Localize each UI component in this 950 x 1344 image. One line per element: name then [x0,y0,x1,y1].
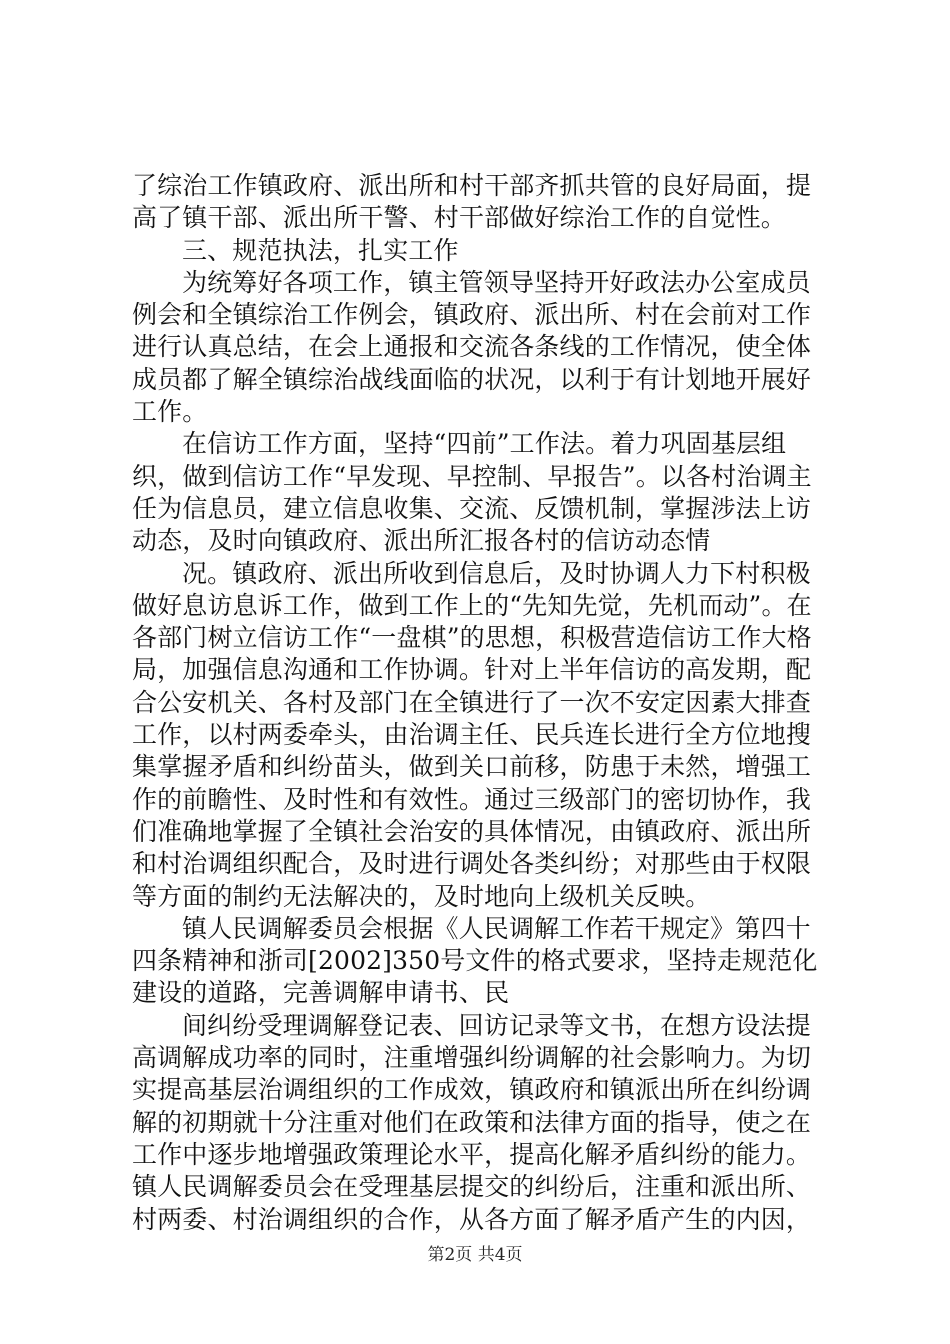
page-footer: 第2页 共4页 [427,1245,523,1265]
paragraph-mediation-documents: 间纠纷受理调解登记表、回访记录等文书，在想方设法提高调解成功率的同时，注重增强纠纷调解的社会影响力。为切实提高基层治调组织的工作成效，镇政府和镇派出所在纠纷调解的初期就十分注重对他们在政策和法律方面的指导，使之在工作中逐步地增强政策理论水平，提高化解矛盾纠纷的能力。镇人民调解委员会在受理基层提交的纠纷后，注重和派出所、村两委、村治调组织的合作，从各方面了解矛盾产生的内因， [132,1010,812,1234]
paragraph-petition-work: 在信访工作方面，坚持“四前”工作法。着力巩固基层组织，做到信访工作“早发现、早控制、早报告”。以各村治调主任为信息员，建立信息收集、交流、反馈机制，掌握涉法上访动态，及时向镇政府、派出所汇报各村的信访动态情 [132,429,812,556]
paragraph-continuation: 了综治工作镇政府、派出所和村干部齐抓共管的良好局面，提高了镇干部、派出所干警、村干部做好综治工作的自觉性。 [132,171,812,233]
paragraph-mediation-committee: 镇人民调解委员会根据《人民调解工作若干规定》第四十四条精神和浙司[2002]350号文件的格式要求，坚持走规范化建设的道路，完善调解申请书、民 [132,913,818,1008]
paragraph-meetings: 为统筹好各项工作，镇主管领导坚持开好政法办公室成员例会和全镇综治工作例会，镇政府、派出所、村在会前对工作进行认真总结，在会上通报和交流各条线的工作情况，使全体成员都了解全镇综治战线面临的状况，以利于有计划地开展好工作。 [132,267,812,427]
paragraph-petition-followup: 况。镇政府、派出所收到信息后，及时协调人力下村积极做好息访息诉工作，做到工作上的“先知先觉，先机而动”。在各部门树立信访工作“一盘棋”的思想，积极营造信访工作大格局，加强信息沟通和工作协调。针对上半年信访的高发期，配合公安机关、各村及部门在全镇进行了一次不安定因素大排查工作，以村两委牵头，由治调主任、民兵连长进行全方位地搜集掌握矛盾和纠纷苗头，做到关口前移，防患于未然，增强工作的前瞻性、及时性和有效性。通过三级部门的密切协作，我们准确地掌握了全镇社会治安的具体情况，由镇政府、派出所和村治调组织配合，及时进行调处各类纠纷；对那些由于权限等方面的制约无法解决的，及时地向上级机关反映。 [132,558,812,911]
section-heading: 三、规范执法，扎实工作 [182,235,459,265]
document-body [132,170,832,1236]
